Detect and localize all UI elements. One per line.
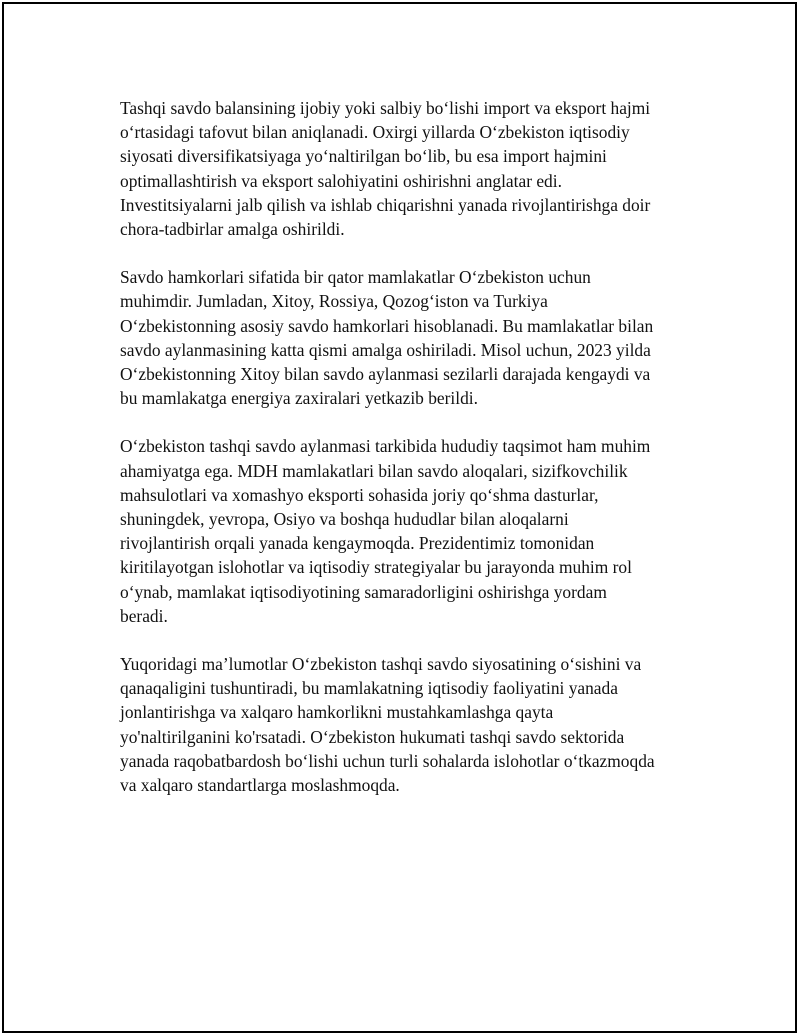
text-line: Yuqoridagi ma’lumotlar O‘zbekiston tashqi savdo siyosatining o‘sishini va [120, 654, 642, 675]
text-line: kiritilayotgan islohotlar va iqtisodiy strategiyalar bu jarayonda muhim rol [120, 557, 632, 578]
paragraph-trade-partners [120, 265, 700, 410]
text-line: beradi. [120, 605, 168, 626]
text-line: O‘zbekistonning asosiy savdo hamkorlari hisoblanadi. Bu mamlakatlar bilan [120, 315, 654, 336]
text-line: Tashqi savdo balansining ijobiy yoki salbiy bo‘lishi import va eksport hajmi [120, 98, 651, 118]
text-line: bu mamlakatga energiya zaxiralari yetkazib berildi. [120, 388, 478, 409]
document-body [120, 96, 700, 821]
text-line: o‘ynab, mamlakat iqtisodiyotining samaradorligini oshirishga yordam [120, 581, 607, 602]
text-line: O‘zbekiston tashqi savdo aylanmasi tarkibida hududiy taqsimot ham muhim [120, 436, 651, 457]
text-line: shuningdek, yevropa, Osiyo va boshqa hududlar bilan aloqalarni [120, 509, 569, 530]
text-line: yanada raqobatbardosh bo‘lishi uchun turli sohalarda islohotlar o‘tkazmoqda [120, 750, 655, 771]
document-page [2, 2, 797, 1033]
text-line: yo'naltirilganini ko'rsatadi. O‘zbekiston hukumati tashqi savdo sektorida [120, 726, 625, 747]
text-line: optimallashtirish va eksport salohiyatini oshirishni anglatar edi. [120, 170, 562, 191]
text-line: siyosati diversifikatsiyaga yo‘naltirilgan bo‘lib, bu esa import hajmini [120, 146, 607, 167]
paragraph-trade-balance [120, 96, 700, 241]
text-line: mahsulotlari va xomashyo eksporti sohasida joriy qo‘shma dasturlar, [120, 484, 599, 505]
text-line: qanaqaligini tushuntiradi, bu mamlakatning iqtisodiy faoliyatini yanada [120, 678, 618, 699]
text-line: chora-tadbirlar amalga oshirildi. [120, 219, 345, 240]
text-line: o‘rtasidagi tafovut bilan aniqlanadi. Oxirgi yillarda O‘zbekiston iqtisodiy [120, 122, 630, 143]
text-line: va xalqaro standartlarga moslashmoqda. [120, 775, 400, 796]
text-line: jonlantirishga va xalqaro hamkorlikni mustahkamlashga qayta [120, 702, 554, 723]
text-line: ahamiyatga ega. MDH mamlakatlari bilan savdo aloqalari, sizifkovchilik [120, 460, 628, 481]
text-line: savdo aylanmasining katta qismi amalga oshiriladi. Misol uchun, 2023 yilda [120, 339, 651, 360]
paragraph-regional-distribution [120, 434, 700, 628]
text-line: rivojlantirish orqali yanada kengaymoqda. Prezidentimiz tomonidan [120, 533, 595, 554]
text-line: O‘zbekistonning Xitoy bilan savdo aylanmasi sezilarli darajada kengaydi va [120, 364, 651, 385]
text-line: Savdo hamkorlari sifatida bir qator mamlakatlar O‘zbekiston uchun [120, 267, 591, 288]
text-line: muhimdir. Jumladan, Xitoy, Rossiya, Qozog‘iston va Turkiya [120, 291, 548, 312]
text-line: Investitsiyalarni jalb qilish va ishlab chiqarishni yanada rivojlantirishga doir [120, 194, 651, 215]
paragraph-conclusion [120, 652, 700, 797]
